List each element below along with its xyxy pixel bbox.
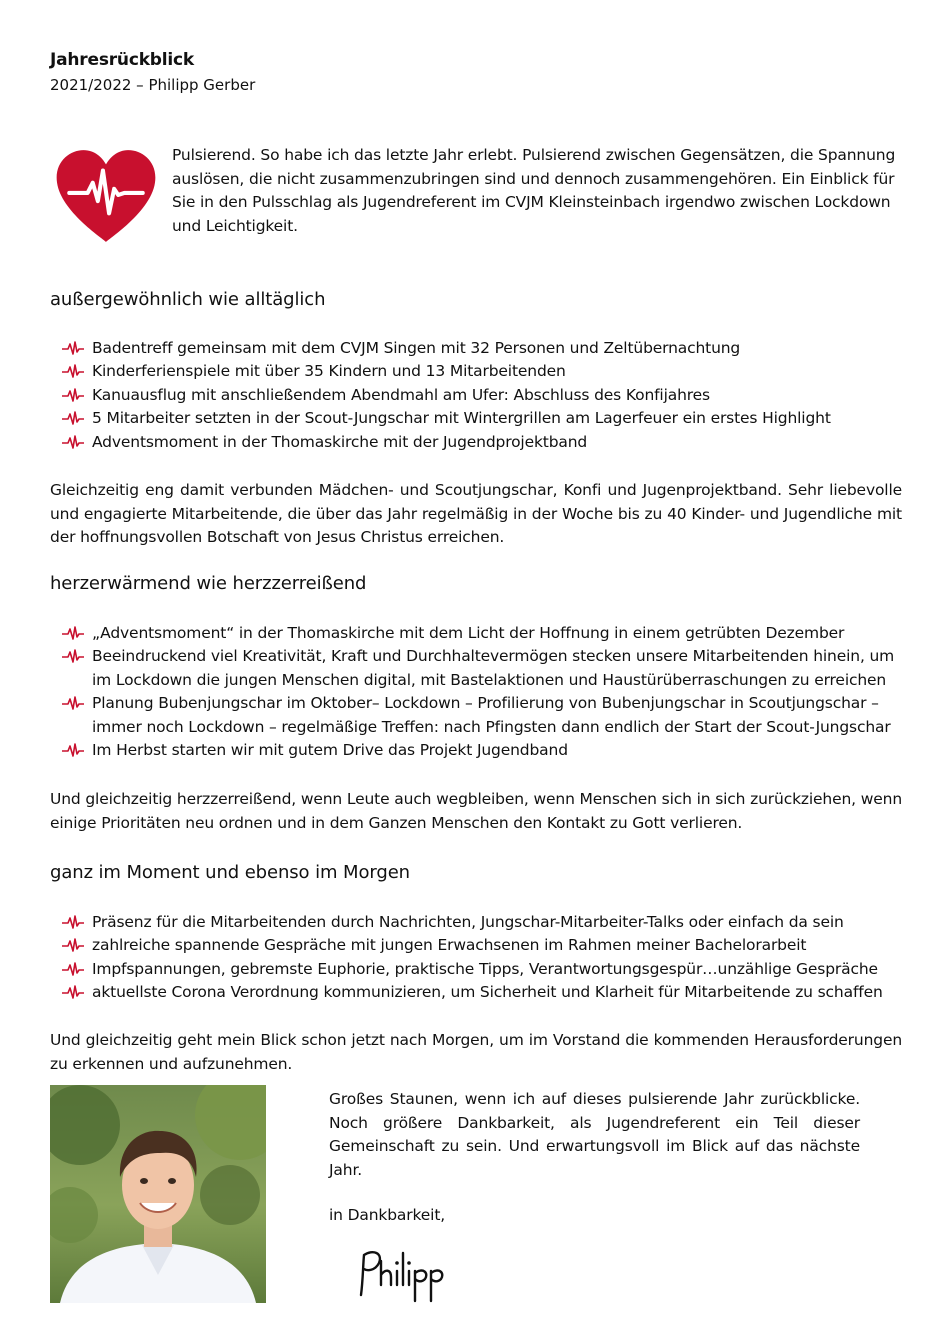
list-item-text: Impfspannungen, gebremste Euphorie, praktische Tipps, Verantwortungsgespür…unzählige Gespräche <box>92 959 878 978</box>
pulse-line-icon <box>62 435 84 449</box>
pulse-line-icon <box>62 962 84 976</box>
section-heading: ganz im Moment und ebenso im Morgen <box>50 862 410 883</box>
pulse-line-icon <box>62 388 84 402</box>
pulse-line-icon <box>62 915 84 929</box>
handwritten-signature <box>355 1245 451 1303</box>
list-item-text: Kanuausflug mit anschließendem Abendmahl am Ufer: Abschluss des Konfijahres <box>92 385 710 404</box>
portrait-photo <box>50 1085 266 1303</box>
pulse-line-icon <box>62 985 84 999</box>
document-title: Jahresrückblick <box>50 50 195 70</box>
list-item <box>62 739 907 762</box>
list-item <box>62 911 907 934</box>
list-item <box>62 431 907 454</box>
intro-paragraph: Pulsierend. So habe ich das letzte Jahr erlebt. Pulsierend zwischen Gegensätzen, die Spannung auslösen, die nicht zusammenzubringen sind und dennoch zusammengehören. Ein Einblick für Sie in den Pulsschlag als Jugendreferent im CVJM Kleinsteinbach irgendwo zwischen Lockdown und Leichtigkeit. <box>172 146 896 235</box>
bullet-list <box>62 622 907 762</box>
list-item-text: „Adventsmoment“ in der Thomaskirche mit dem Licht der Hoffnung in einem getrübten Dezember <box>92 624 845 642</box>
list-item-text: aktuellste Corona Verordnung kommunizieren, um Sicherheit und Klarheit für Mitarbeitende zu schaffen <box>92 983 883 1002</box>
pulse-line-icon <box>62 411 84 425</box>
pulse-line-icon <box>62 341 84 355</box>
list-item <box>62 692 907 739</box>
list-item-text: Präsenz für die Mitarbeitenden durch Nachrichten, Jungschar-Mitarbeiter-Talks oder einfach da sein <box>92 913 844 931</box>
pulse-line-icon <box>62 938 84 952</box>
list-item-text: 5 Mitarbeiter setzten in der Scout-Jungschar mit Wintergrillen am Lagerfeuer ein erstes Highlight <box>92 409 831 428</box>
list-item <box>62 934 907 957</box>
section-heading: herzerwärmend wie herzzerreißend <box>50 573 367 594</box>
section-paragraph: Gleichzeitig eng damit verbunden Mädchen- und Scoutjungschar, Konfi und Jugenprojektband. Sehr liebevolle und engagierte Mitarbeitende, die über das Jahr regelmäßig in der Woche bis zu 40 Kinder- und Jugendliche mit der hoffnungsvollen Botschaft von Jesus Christus erreichen. <box>50 481 902 546</box>
bullet-list <box>62 911 907 1005</box>
list-item-text: Kinderferienspiele mit über 35 Kindern und 13 Mitarbeitenden <box>92 362 566 381</box>
pulse-line-icon <box>62 364 84 378</box>
closing-salutation: in Dankbarkeit, <box>329 1206 446 1224</box>
list-item-text: zahlreiche spannende Gespräche mit jungen Erwachsenen im Rahmen meiner Bachelorarbeit <box>92 936 807 955</box>
list-item-text: Badentreff gemeinsam mit dem CVJM Singen mit 32 Personen und Zeltübernachtung <box>92 339 741 357</box>
pulse-line-icon <box>62 696 84 710</box>
list-item <box>62 622 907 645</box>
pulse-line-icon <box>62 743 84 757</box>
closing-paragraph: Großes Staunen, wenn ich auf dieses pulsierende Jahr zurückblicke. Noch größere Dankbarkeit, als Jugendreferent ein Teil dieser Gemeinschaft zu sein. Und erwartungsvoll im Blick auf das nächste Jahr. <box>329 1090 860 1179</box>
section-paragraph: Und gleichzeitig herzzerreißend, wenn Leute auch wegbleiben, wenn Menschen sich in sich zurückziehen, wenn einige Prioritäten neu ordnen und in dem Ganzen Menschen den Kontakt zu Gott verlieren. <box>50 790 902 832</box>
pulse-line-icon <box>62 649 84 663</box>
list-item <box>62 407 907 430</box>
list-item-text: Beeindruckend viel Kreativität, Kraft und Durchhaltevermögen stecken unsere Mitarbeitenden hinein, um im Lockdown die jungen Menschen digital, mit Bastelaktionen und Haustürüberraschungen zu erreichen <box>92 647 895 689</box>
list-item-text: Planung Bubenjungschar im Oktober– Lockdown – Profilierung von Bubenjungschar in Scoutjungschar – immer noch Lockdown – regelmäßige Treffen: nach Pfingsten dann endlich der Start der Scout-Jungschar <box>92 694 891 736</box>
list-item <box>62 981 907 1004</box>
pulse-line-icon <box>62 626 84 640</box>
document-subtitle: 2021/2022 – Philipp Gerber <box>50 76 256 94</box>
section-paragraph: Und gleichzeitig geht mein Blick schon jetzt nach Morgen, um im Vorstand die kommenden Herausforderungen zu erkennen und aufzunehmen. <box>50 1031 902 1073</box>
list-item-text: Adventsmoment in der Thomaskirche mit der Jugendprojektband <box>92 432 588 451</box>
list-item <box>62 337 907 360</box>
list-item <box>62 384 907 407</box>
list-item <box>62 958 907 981</box>
list-item-text: Im Herbst starten wir mit gutem Drive das Projekt Jugendband <box>92 741 568 760</box>
heart-pulse-icon <box>55 148 157 244</box>
list-item <box>62 645 907 692</box>
bullet-list <box>62 337 907 454</box>
list-item <box>62 360 907 383</box>
section-heading: außergewöhnlich wie alltäglich <box>50 289 326 310</box>
